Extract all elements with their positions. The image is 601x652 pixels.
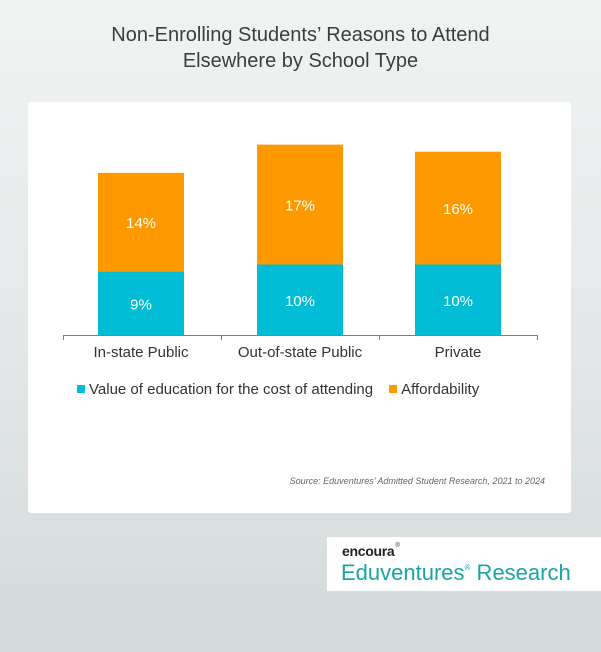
eduventures-research-logo — [341, 560, 571, 586]
legend-item-affordability — [389, 381, 479, 398]
legend-swatch-value — [77, 385, 85, 393]
brand-name-suffix: Research — [470, 560, 571, 585]
chart-card — [28, 102, 571, 513]
brand-name-mark: ® — [464, 563, 471, 572]
category-label-1: In-state Public — [93, 344, 189, 361]
data-label-affordability-3: 16% — [442, 201, 474, 219]
source-note: Source: Eduventures’ Admitted Student Research, 2021 to 2024 — [289, 476, 545, 486]
legend — [77, 379, 495, 399]
legend-label-affordability: Affordability — [401, 380, 480, 398]
chart-title-line-2: Elsewhere by School Type — [182, 50, 419, 72]
legend-item-value — [77, 381, 373, 398]
data-label-affordability-2: 17% — [284, 197, 316, 215]
encoura-logo-text: encoura — [342, 543, 395, 559]
chart-plot — [28, 102, 571, 402]
data-label-value-1: 9% — [130, 296, 152, 314]
brand-name-main: Eduventures — [341, 560, 465, 585]
legend-label-value: Value of education for the cost of attending — [89, 380, 374, 398]
chart-title-line-1: Non-Enrolling Students’ Reasons to Attend — [111, 24, 490, 46]
data-label-value-2: 10% — [284, 292, 316, 310]
category-label-2: Out-of-state Public — [237, 344, 363, 361]
data-label-value-3: 10% — [442, 292, 474, 310]
encoura-logo-mark: ® — [395, 543, 400, 549]
brand-logo-box — [327, 537, 601, 591]
data-label-affordability-1: 14% — [125, 215, 157, 233]
category-label-3: Private — [434, 344, 482, 361]
encoura-logo — [342, 543, 400, 559]
chart-title — [0, 22, 601, 74]
legend-swatch-affordability — [389, 385, 397, 393]
